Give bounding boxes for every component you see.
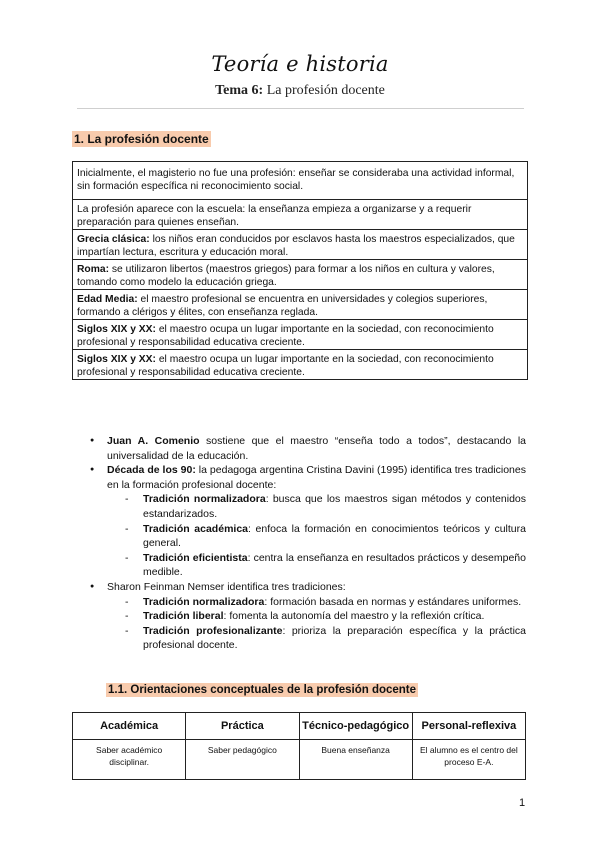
table-cell: Buena enseñanza	[299, 740, 412, 780]
column-header: Personal-reflexiva	[412, 713, 525, 740]
history-box: Edad Media: el maestro profesional se encuentra en universidades y colegios superiores, formando a clérigos y élites, con enseñanza reglada.	[73, 289, 527, 319]
tema-label: Tema 6:	[215, 83, 264, 98]
list-item: - Tradición normalizadora: formación basada en normas y estándares uniformes.	[125, 595, 526, 610]
list-item: - Tradición eficientista: centra la enseñanza en resultados prácticos y desempeño medible.	[125, 551, 526, 580]
table-cell: Saber pedagógico	[186, 740, 299, 780]
section-heading-1-1: 1.1. Orientaciones conceptuales de la profesión docente	[108, 684, 417, 696]
table-header-row	[73, 713, 526, 740]
history-box: Siglos XIX y XX: el maestro ocupa un lugar importante en la sociedad, con reconocimiento profesional y responsabilidad educativa creciente.	[73, 319, 527, 349]
bullet-list	[90, 434, 526, 653]
list-item: - Tradición normalizadora: busca que los maestros sigan métodos y contenidos estandarizados.	[125, 492, 526, 521]
document-subtitle	[0, 83, 600, 99]
header-divider	[77, 108, 524, 109]
column-header: Práctica	[186, 713, 299, 740]
table-cell: Saber académico disciplinar.	[73, 740, 186, 780]
page-number: 1	[519, 797, 526, 809]
document-title: Teoría e historia	[211, 52, 389, 76]
nemser-sublist	[107, 595, 526, 653]
tema-title: La profesión docente	[266, 83, 385, 98]
table-row	[73, 740, 526, 780]
davini-sublist	[107, 492, 526, 580]
history-box: Grecia clásica: los niños eran conducidos por esclavos hasta los maestros especializados, que impartían lectura, escritura y educación moral.	[73, 229, 527, 259]
orientations-table	[72, 712, 526, 780]
history-box-table	[72, 161, 528, 380]
history-box: Roma: se utilizaron libertos (maestros griegos) para formar a los niños en cultura y valores, tomando como modelo la educación griega.	[73, 259, 527, 289]
history-box: La profesión aparece con la escuela: la enseñanza empieza a organizarse y a requerir preparación para quienes enseñan.	[73, 199, 527, 229]
history-box: Siglos XIX y XX: el maestro ocupa un lugar importante en la sociedad, con reconocimiento profesional y responsabilidad educativa creciente.	[73, 349, 527, 379]
column-header: Técnico-pedagógico	[299, 713, 412, 740]
bullet-davini: ● Década de los 90: la pedagoga argentina Cristina Davini (1995) identifica tres tradiciones en la formación profesional docente: - Tradición normalizadora: busca que los maestros sigan métodos y contenidos estandarizados. - Tradición académica: enfoca la formación en conocimientos teóricos y cultura general. - Tradición eficientista: centra la enseñanza en resultados prácticos y desempeño medible.	[90, 463, 526, 580]
bullet-nemser: ● Sharon Feinman Nemser identifica tres tradiciones: - Tradición normalizadora: formación basada en normas y estándares uniformes. - Tradición liberal: fomenta la autonomía del maestro y la reflexión crítica. - Tradición profesionalizante: prioriza la preparación específica y la práctica profesional docente.	[90, 580, 526, 653]
column-header: Académica	[73, 713, 186, 740]
list-item: - Tradición liberal: fomenta la autonomía del maestro y la reflexión crítica.	[125, 609, 526, 624]
history-box: Inicialmente, el magisterio no fue una profesión: enseñar se consideraba una actividad informal, sin formación específica ni reconocimiento social.	[77, 168, 515, 193]
table-cell: El alumno es el centro del proceso E-A.	[412, 740, 525, 780]
section-heading-1: 1. La profesión docente	[74, 132, 209, 146]
bullet-comenio: ● Juan A. Comenio sostiene que el maestro “enseña todo a todos”, destacando la universalidad de la educación.	[90, 434, 526, 463]
list-item: - Tradición académica: enfoca la formación en conocimientos teóricos y cultura general.	[125, 522, 526, 551]
list-item: - Tradición profesionalizante: prioriza la preparación específica y la práctica profesional docente.	[125, 624, 526, 653]
